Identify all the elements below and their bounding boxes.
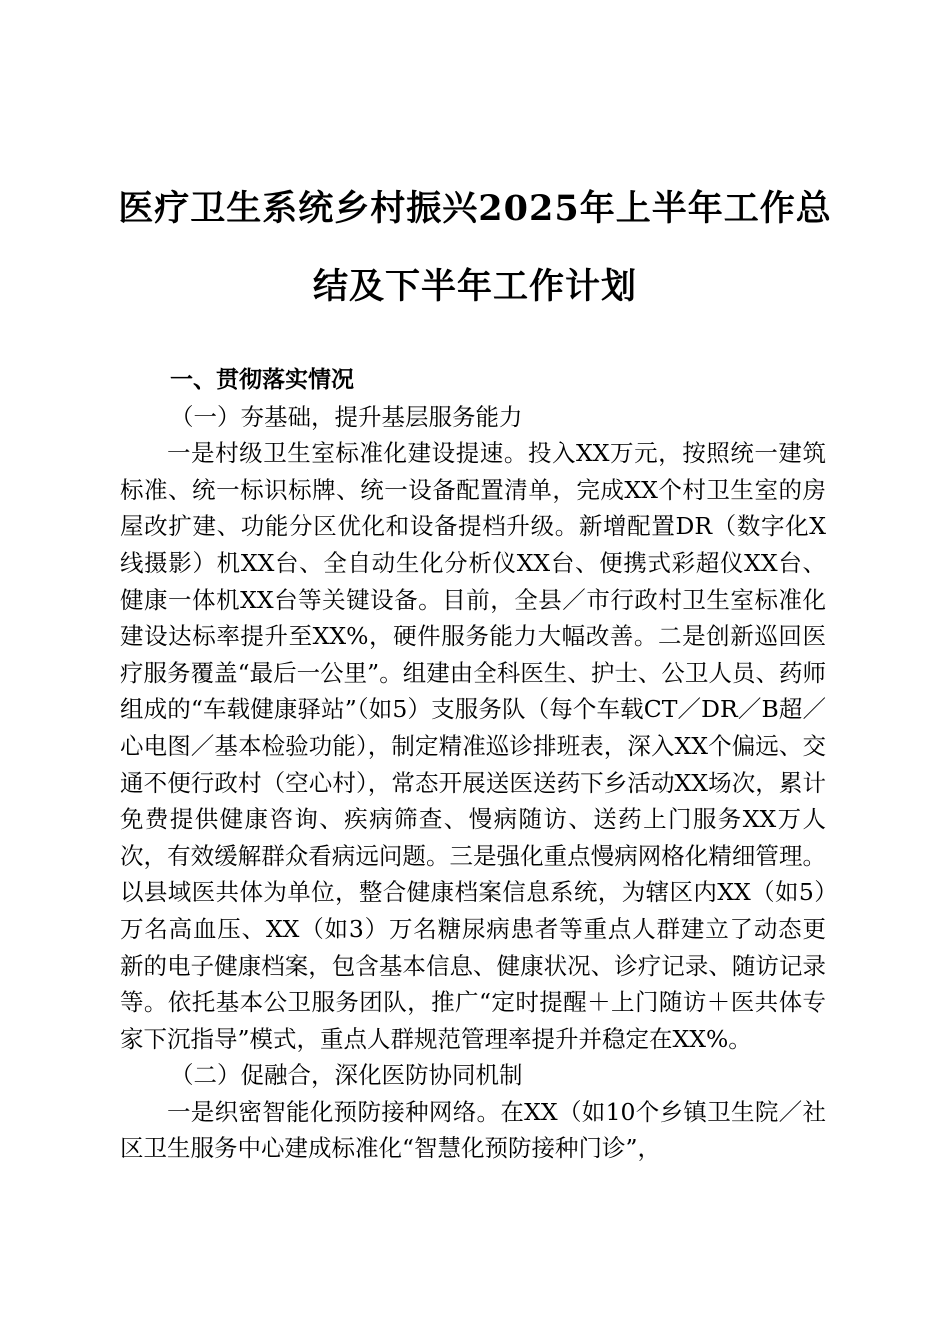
body-paragraph: 一是村级卫生室标准化建设提速。投入XX万元，按照统一建筑标准、统一标识标牌、统一设备配置清单，完成XX个村卫生室的房屋改扩建、功能分区优化和设备提档升级。新增配置DR（数字化X线摄影）机XX台、全自动生化分析仪XX台、便携式彩超仪XX台、健康一体机XX台等关键设备。目前，全县／市行政村卫生室标准化建设达标率提升至XX%，硬件服务能力大幅改善。二是创新巡回医疗服务覆盖“最后一公里”。组建由全科医生、护士、公卫人员、药师组成的“车载健康驿站”（如5）支服务队（每个车载CT／DR／B超／心电图／基本检验功能），制定精准巡诊排班表，深入XX个偏远、交通不便行政村（空心村），常态开展送医送药下乡活动XX场次，累计免费提供健康咨询、疾病筛查、慢病随访、送药上门服务XX万人次，有效缓解群众看病远问题。三是强化重点慢病网格化精细管理。以县域医共体为单位，整合健康档案信息系统，为辖区内XX（如5）万名高血压、XX（如3）万名糖尿病患者等重点人群建立了动态更新的电子健康档案，包含基本信息、健康状况、诊疗记录、随访记录等。依托基本公卫服务团队，推广“定时提醒＋上门随访＋医共体专家下沉指导”模式，重点人群规范管理率提升并稳定在XX%。 <box>120 439 826 1053</box>
subsection-heading: （二）促融合，深化医防协同机制 <box>170 1061 523 1090</box>
document-title: 医疗卫生系统乡村振兴2025年上半年工作总结及下半年工作计划 <box>118 188 832 307</box>
body-paragraph: 一是织密智能化预防接种网络。在XX（如10个乡镇卫生院／社区卫生服务中心建成标准化“智慧化预防接种门诊”， <box>120 1097 826 1163</box>
document-body <box>120 362 826 1167</box>
subsection-heading: （一）夯基础，提升基层服务能力 <box>170 402 523 431</box>
section-heading: 一、贯彻落实情况 <box>170 367 354 393</box>
